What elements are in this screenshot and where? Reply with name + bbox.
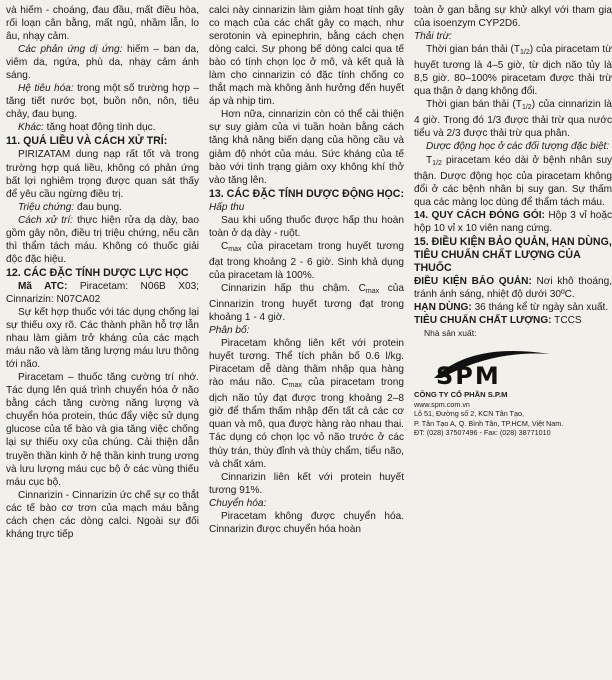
allergy-text: hiếm – ban da, viêm da, ngứa, phù da, nhạy cảm ánh sáng. [6, 44, 199, 82]
section-12-heading: 12. CÁC ĐẶC TÍNH DƯỢC LỰC HỌC [6, 266, 189, 279]
storage-label: ĐIỀU KIỆN BẢO QUẢN: [414, 275, 532, 287]
manufacturer-label: Nhà sản xuất: [424, 327, 477, 338]
hl2-b: ) của cinnarizin là 4 giờ. Trong đó 1/3 được thải trừ qua nước tiểu và 2/3 được thải trừ qua phân. [414, 99, 612, 140]
expiry-paragraph [414, 301, 612, 314]
elimination-label: Thải trừ: [414, 31, 452, 43]
expiry-label: HẠN DÙNG: [414, 301, 472, 313]
metabolism-paragraph: Piracetam không được chuyển hóa. Cinnarizin được chuyển hóa hoàn [209, 510, 404, 535]
hl2-a: Thời gian bán thải (T [426, 99, 522, 111]
absorption-paragraph: Sau khi uống thuốc được hấp thu hoàn toàn ở dạ dày - ruột. [209, 214, 404, 239]
atc-text: Piracetam: N06B X03; Cinnarizin: N07CA02 [6, 280, 199, 305]
distribution-paragraph [209, 337, 404, 470]
metabolism-label: Chuyển hóa: [209, 497, 267, 509]
hl-a: Thời gian bán thải (T [426, 44, 521, 56]
other-label: Khác: [18, 122, 44, 134]
cinnarizin-paragraph: Cinnarizin - Cinnarizin ức chế sự co thắt các tế bào cơ trơn của mạch máu bằng cách chẹn các dòng calci. Ngoài sự đối kháng trực tiếp [6, 489, 199, 540]
column-3 [414, 4, 612, 680]
symptoms-paragraph [6, 201, 199, 214]
section-13-heading: 13. CÁC ĐẶC TÍNH DƯỢC ĐỘNG HỌC: [209, 187, 404, 200]
side-effects-neuro: và hiếm - choáng, đau đầu, mất điều hòa, rối loạn cân bằng, mất ngủ, nhầm lẫn, lo âu, nhạy cảm. [6, 5, 199, 43]
other-text: tăng hoạt động tình dục. [43, 122, 156, 134]
column-1 [6, 4, 199, 680]
allergy-paragraph [6, 43, 199, 82]
t-half-sub: 1/2 [432, 159, 442, 167]
atc-code-paragraph [6, 280, 199, 306]
company-website[interactable]: www.spm.com.vn [414, 399, 470, 409]
spm-logo-graphic [432, 348, 552, 386]
microcirculation-paragraph: Hơn nữa, cinnarizin còn có thể cải thiện sự suy giảm của vi tuần hoàn bằng cách tăng khả năng biến dạng của hồng cầu và giảm độ nhớt của máu. Sức kháng của tế bào với tình trạng giảm oxy không khí thở vào tăng lên. [209, 109, 404, 186]
liver-paragraph: toàn ở gan bằng sự khử alkyl với tham gia của isoenzym CYP2D6. [414, 5, 612, 30]
protein-binding-paragraph: Cinnarizin liên kết với protein huyết tương 91%. [209, 471, 404, 496]
special-populations-label: Dược động học ở các đối tượng đặc biệt: [426, 141, 610, 153]
company-name: CÔNG TY CỔ PHẦN S.P.M [414, 390, 508, 400]
packaging-text: Hộp 3 vỉ hoặc hộp 10 vỉ x 10 viên nang cứng. [414, 209, 612, 234]
other-paragraph [6, 121, 199, 134]
treatment-paragraph [6, 214, 199, 266]
logo-text: SPM [436, 362, 501, 387]
hl2-sub: 1/2 [521, 104, 532, 112]
special-populations-paragraph [414, 154, 612, 209]
atc-label: Mã ATC: [18, 280, 68, 292]
t-half-b: piracetam kéo dài ở bệnh nhân suy thận. Dược động học của piracetam không đổi ở các bệnh nhân bị suy gan. Sự thấm qua các màng lọc dùng để thẩm tách máu. [414, 154, 612, 208]
piracetam-paragraph: Piracetam – thuốc tăng cường trí nhớ. Tác dụng lên quá trình chuyển hóa ở não bằng cách tăng cường năng lượng và chuyển hóa protein, thúc đẩy việc sử dụng glucose của tế bào và gia tăng việc chống lại sự thiếu oxy của chúng. Cải thiện dẫn truyền thần kinh ở hệ thần kinh trung ương và lưu lượng máu cục bộ ở các vùng thiếu máu cục bộ. [6, 372, 199, 488]
storage-paragraph [414, 275, 612, 301]
cinn-cmax-sub: max [365, 287, 380, 295]
treatment-text: thực hiện rửa dạ dày, bao gồm gây nôn, điều trị triệu chứng, nếu cần thì thẩm tách máu. Không có thuốc giải độc đặc hiệu. [6, 214, 199, 265]
cinnarizin-cmax-paragraph [209, 282, 404, 324]
hl-sub: 1/2 [520, 49, 530, 57]
symptoms-text: đau bụng. [74, 201, 122, 213]
csf-cmax-sub: max [288, 382, 302, 390]
distribution-text: Piracetam không liên kết với protein huyết tương. Thể tích phân bố 0.6 l/kg. Piracetam dễ dàng thâm nhập qua hàng rào máu não. [209, 338, 404, 389]
combination-paragraph: Sự kết hợp thuốc với tác dụng chống lại sự thiếu oxy rõ. Các thành phần hỗ trợ lẫn nhau làm giảm trở kháng của các mạch máu não và làm tăng lượng máu lưu thông tới não. [6, 306, 199, 371]
packaging-paragraph [414, 209, 612, 235]
digestive-text: trong một số trường hợp – tăng tiết nước bọt, buồn nôn, nôn, tiêu chảy, đau bụng. [6, 83, 199, 121]
cinnarizin-halflife-paragraph [414, 98, 612, 140]
section-11-heading: 11. QUÁ LIỀU VÀ CÁCH XỬ TRÍ: [6, 135, 168, 148]
standard-paragraph [414, 314, 612, 327]
calcium-paragraph: calci này cinnarizin làm giảm hoạt tính gây co mạch của các chất gây co mạch, như serotonin và epinephrin, bằng cách chẹn dòng calci. Sự phong bế dòng calci qua tế bào có tính chọn lọc ở mô, và kết quả là làm cho cinnarizin có đặc tính chống co thắt mạch mà không ảnh hưởng đến huyết áp và nhịp tim. [209, 5, 404, 108]
spm-logo [432, 348, 612, 386]
standard-label: TIÊU CHUẨN CHẤT LƯỢNG: [414, 314, 552, 326]
column-2 [209, 4, 404, 680]
section-14-heading: 14. QUY CÁCH ĐÓNG GÓI: [414, 209, 545, 221]
piracetam-cmax-paragraph [209, 240, 404, 282]
company-address-2: P. Tân Tạo A, Q. Bình Tân, TP.HCM, Việt Nam. [414, 418, 564, 428]
section-15-heading: 15. ĐIỀU KIỆN BẢO QUẢN, HẠN DÙNG, TIÊU CHUẨN CHẤT LƯỢNG CỦA THUỐC [414, 235, 612, 274]
distribution-label: Phân bố: [209, 325, 250, 337]
t-half-a: T [426, 154, 433, 166]
cmax-sub: max [228, 245, 242, 253]
absorption-label: Hấp thu [209, 201, 245, 213]
cinn-cmax-b: của Cinnarizin trong huyết tương đạt trong khoảng 1 - 4 giờ. [209, 282, 404, 324]
company-address-1: Lô 51, Đường số 2, KCN Tân Tạo, [414, 409, 524, 419]
cmax-text: của piracetam trong huyết tương đạt trong khoảng 2 - 6 giờ. Sinh khả dụng của piracetam là 100%. [209, 240, 404, 281]
symptoms-label: Triệu chứng: [18, 201, 75, 213]
cmax-c: C [221, 240, 229, 252]
csf-cmax-c: C [275, 377, 289, 389]
standard-text: TCCS [551, 314, 582, 326]
digestive-label: Hệ tiêu hóa: [18, 83, 74, 95]
storage-text: Nơi khô thoáng, tránh ánh sáng, nhiệt độ dưới 30ºC. [414, 275, 612, 300]
allergy-label: Các phản ứng dị ứng: [18, 44, 123, 56]
company-phone: ĐT: (028) 37507496 - Fax: (028) 38771010 [414, 428, 551, 438]
cinn-cmax-a: Cinnarizin hấp thu chậm. C [221, 282, 366, 294]
overdose-paragraph: PIRIZATAM dung nạp rất tốt và trong trường hợp quá liều, không có phản ứng bất lợi nghiêm trọng được quan sát thấy để yêu cầu ngừng điều trị. [6, 149, 199, 200]
treatment-label: Cách xử trí: [18, 214, 73, 226]
hl-b: ) của piracetam từ huyết tương là 4–5 giờ, từ dịch não tủy là 8,5 giờ. 80–100% piracetam được thải trừ qua thận ở dạng không đổi. [414, 44, 612, 98]
csf-cmax-text: của piracetam trong dịch não tủy đạt được trong khoảng 2–8 giờ để thẩm thấm nhập đến tất cả các cơ quan và mô, qua được hàng rào nhau thai. Tác dụng có chọn lọc vỏ não trước ở các thùy trán, thùy đỉnh và thùy chẩm, tiểu não, và chất xám. [209, 377, 405, 470]
manufacturer-info [414, 390, 612, 438]
piracetam-halflife-paragraph [414, 43, 612, 98]
digestive-paragraph [6, 82, 199, 121]
expiry-text: 36 tháng kể từ ngày sản xuất. [471, 301, 609, 313]
